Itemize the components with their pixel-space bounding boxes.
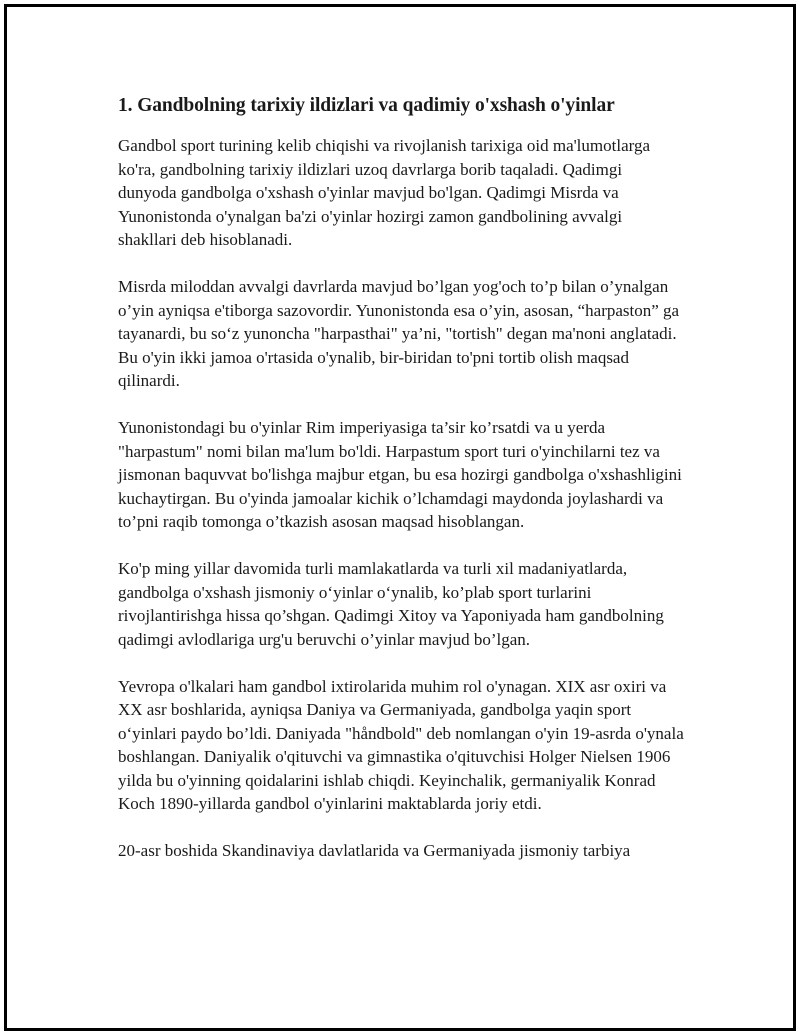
paragraph-europe: Yevropa o'lkalari ham gandbol ixtirolarida muhim rol o'ynagan. XIX asr oxiri va XX asr boshlarida, ayniqsa Daniya va Germaniyada, gandbolga yaqin sport o‘yinlari paydo bo’ldi. Daniyada "håndbold" deb nomlangan o'yin 19-asrda o'ynala boshlangan. Daniyalik o'qituvchi va gimnastika o'qituvchisi Holger Nielsen 1906 yilda bu o'yinning qoidalarini ishlab chiqdi. Keyinchalik, germaniyalik Konrad Koch 1890-yillarda gandbol o'yinlarini maktablarda joriy etdi. <box>118 676 684 813</box>
paragraph-egypt-greece: Misrda miloddan avvalgi davrlarda mavjud bo’lgan yog'och to’p bilan o’ynalgan o’yin ayniqsa e'tiborga sazovordir. Yunonistonda esa o’yin, asosan, “harpaston” ga tayanardi, bu so‘z yunoncha "harpasthai" ya’ni, "tortish" degan ma'noni anglatadi. Bu o'yin ikki jamoa o'rtasida o'ynalib, bir-biridan to'pni tortib olish maqsad qilinardi. <box>118 277 680 390</box>
document-body <box>118 92 684 886</box>
section-heading: 1. Gandbolning tarixiy ildizlari va qadimiy o'xshash o'yinlar <box>118 95 615 116</box>
paragraph-asia: Ko'p ming yillar davomida turli mamlakatlarda va turli xil madaniyatlarda, gandbolga o'xshash jismoniy o‘yinlar o‘ynalib, ko’plab sport turlarini rivojlantirishga hissa qo’shgan. Qadimgi Xitoy va Yaponiyada ham gandbolning qadimgi avlodlariga urg'u beruvchi o’yinlar mavjud bo’lgan. <box>118 559 664 649</box>
paragraph-rome: Yunonistondagi bu o'yinlar Rim imperiyasiga ta’sir ko’rsatdi va u yerda "harpastum" nomi bilan ma'lum bo'ldi. Harpastum sport turi o'yinchilarni tez va jismonan baquvvat bo'lishga majbur etgan, bu esa hozirgi gandbolga o'xshashligini kuchaytirgan. Bu o'yinda jamoalar kichik o’lchamdagi maydonda joylashardi va to’pni raqib tomonga o’tkazish asosan maqsad hisoblangan. <box>118 418 682 531</box>
paragraph-20th-century: 20-asr boshida Skandinaviya davlatlarida va Germaniyada jismoniy tarbiya <box>118 841 631 860</box>
paragraph-origins: Gandbol sport turining kelib chiqishi va rivojlanish tarixiga oid ma'lumotlarga ko'ra, gandbolning tarixiy ildizlari uzoq davrlarga borib taqaladi. Qadimgi dunyoda gandbolga o'xshash o'yinlar mavjud bo'lgan. Qadimgi Misrda va Yunonistonda o'ynalgan ba'zi o'yinlar hozirgi zamon gandbolining avvalgi shakllari deb hisoblanadi. <box>118 136 651 249</box>
